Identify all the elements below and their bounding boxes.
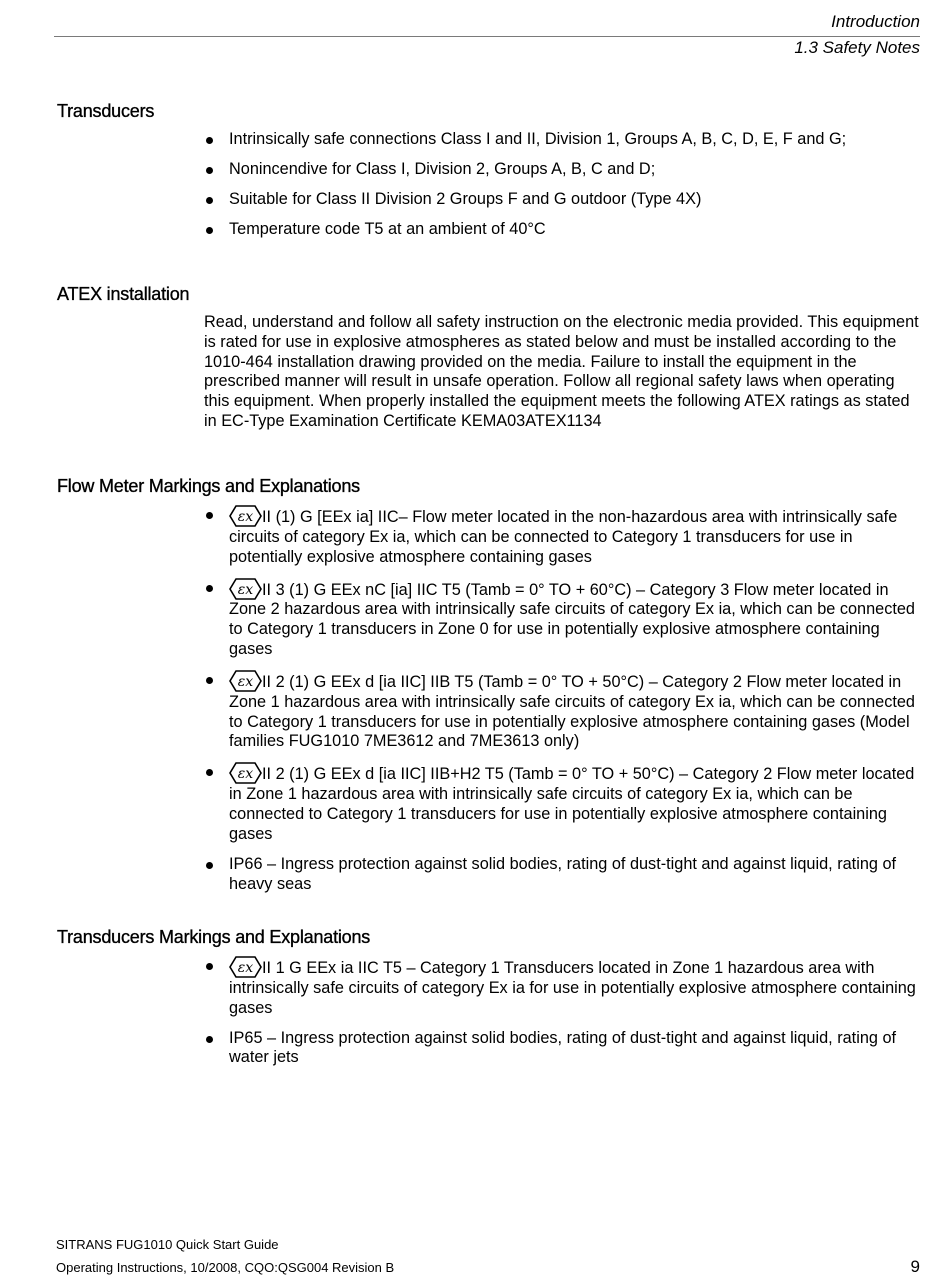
list-item-text: II (1) G [EEx ia] IIC– Flow meter located in the non-hazardous area with intrinsically safe circuits of category Ex ia, which can be connected to Category 1 transducers for use in potentially explosive atmosphere containing gases bbox=[229, 508, 898, 566]
svg-text:εx: εx bbox=[237, 766, 254, 783]
ex-explosion-protection-icon bbox=[229, 578, 262, 600]
list-item-text: Intrinsically safe connections Class I and II, Division 1, Groups A, B, C, D, E, F and G; bbox=[229, 130, 847, 148]
list-item bbox=[204, 505, 920, 567]
list-item bbox=[204, 762, 920, 844]
ex-explosion-protection-icon bbox=[229, 762, 262, 784]
list-item-text: II 2 (1) G EEx d [ia IIC] IIB+H2 T5 (Tamb = 0° TO + 50°C) – Category 2 Flow meter located in Zone 1 hazardous area with intrinsically safe circuits of category Ex ia, which can be connected to Category 1 transducers for use in potentially explosive atmosphere containing gases bbox=[229, 765, 915, 843]
footer-edition: Operating Instructions, 10/2008, CQO:QSG004 Revision B bbox=[56, 1260, 395, 1275]
section-title-transducers: Transducers bbox=[57, 101, 155, 121]
list-item-text: IP65 – Ingress protection against solid bodies, rating of dust-tight and against liquid, rating of water jets bbox=[229, 1028, 897, 1067]
transducer-markings-list bbox=[204, 956, 920, 1078]
list-item-text: II 2 (1) G EEx d [ia IIC] IIB T5 (Tamb = 0° TO + 50°C) – Category 2 Flow meter located in Zone 1 hazardous area with intrinsically safe circuits of category Ex ia, which can be connected to Category 1 transducers for use in potentially explosive atmosphere containing gases (Model families FUG1010 7ME3612 and 7ME3613 only) bbox=[229, 672, 915, 751]
list-item bbox=[204, 130, 920, 150]
list-item-text: Temperature code T5 at an ambient of 40°C bbox=[229, 219, 546, 238]
transducers-list bbox=[204, 130, 920, 250]
running-head-chapter: Introduction bbox=[831, 12, 920, 31]
ex-explosion-protection-icon bbox=[229, 505, 262, 527]
ex-explosion-protection-icon bbox=[229, 956, 262, 978]
ex-explosion-protection-icon bbox=[229, 670, 262, 692]
flow-meter-markings-list bbox=[204, 505, 920, 904]
atex-paragraph: Read, understand and follow all safety instruction on the electronic media provided. This equipment is rated for use in explosive atmospheres as stated below and must be installed according to the 1010-464 installation drawing provided on the media. Failure to install the equipment in the prescribed manner will result in unsafe operation. Follow all regional safety laws when operating this equipment. When properly installed the equipment meets the following ATEX ratings as stated in EC-Type Examination Certificate KEMA03ATEX1134 bbox=[204, 313, 919, 430]
svg-text:εx: εx bbox=[237, 581, 254, 598]
list-item bbox=[204, 1029, 920, 1069]
header-rule bbox=[54, 36, 920, 37]
svg-text:εx: εx bbox=[237, 509, 254, 525]
svg-text:εx: εx bbox=[237, 960, 254, 976]
section-title-flow-meter-markings: Flow Meter Markings and Explanations bbox=[57, 476, 360, 496]
section-title-transducer-markings: Transducers Markings and Explanations bbox=[57, 927, 371, 947]
list-item bbox=[204, 956, 920, 1018]
list-item bbox=[204, 578, 920, 660]
list-item bbox=[204, 670, 920, 752]
list-item bbox=[204, 855, 920, 895]
list-item-text: II 1 G EEx ia IIC T5 – Category 1 Transducers located in Zone 1 hazardous area with intrinsically safe circuits of category Ex ia for use in potentially explosive atmosphere containing gases bbox=[229, 959, 916, 1017]
footer-title: SITRANS FUG1010 Quick Start Guide bbox=[56, 1237, 279, 1252]
list-item-text: Nonincendive for Class I, Division 2, Groups A, B, C and D; bbox=[229, 159, 656, 178]
list-item bbox=[204, 190, 920, 210]
list-item-text: II 3 (1) G EEx nC [ia] IIC T5 (Tamb = 0° TO + 60°C) – Category 3 Flow meter located in Zone 2 hazardous area with intrinsically safe circuits of category Ex ia, which can be connected to Category 1 transducers in Zone 0 for use in potentially explosive atmosphere containing gases bbox=[229, 580, 915, 658]
list-item bbox=[204, 220, 920, 240]
list-item bbox=[204, 160, 920, 180]
section-title-atex: ATEX installation bbox=[57, 284, 190, 304]
list-item-text: Suitable for Class II Division 2 Groups F and G outdoor (Type 4X) bbox=[229, 189, 702, 208]
list-item-text: IP66 – Ingress protection against solid bodies, rating of dust-tight and against liquid, rating of heavy seas bbox=[229, 854, 897, 893]
running-head-section: 1.3 Safety Notes bbox=[794, 38, 920, 57]
svg-text:εx: εx bbox=[237, 673, 254, 690]
page-number: 9 bbox=[910, 1257, 920, 1276]
